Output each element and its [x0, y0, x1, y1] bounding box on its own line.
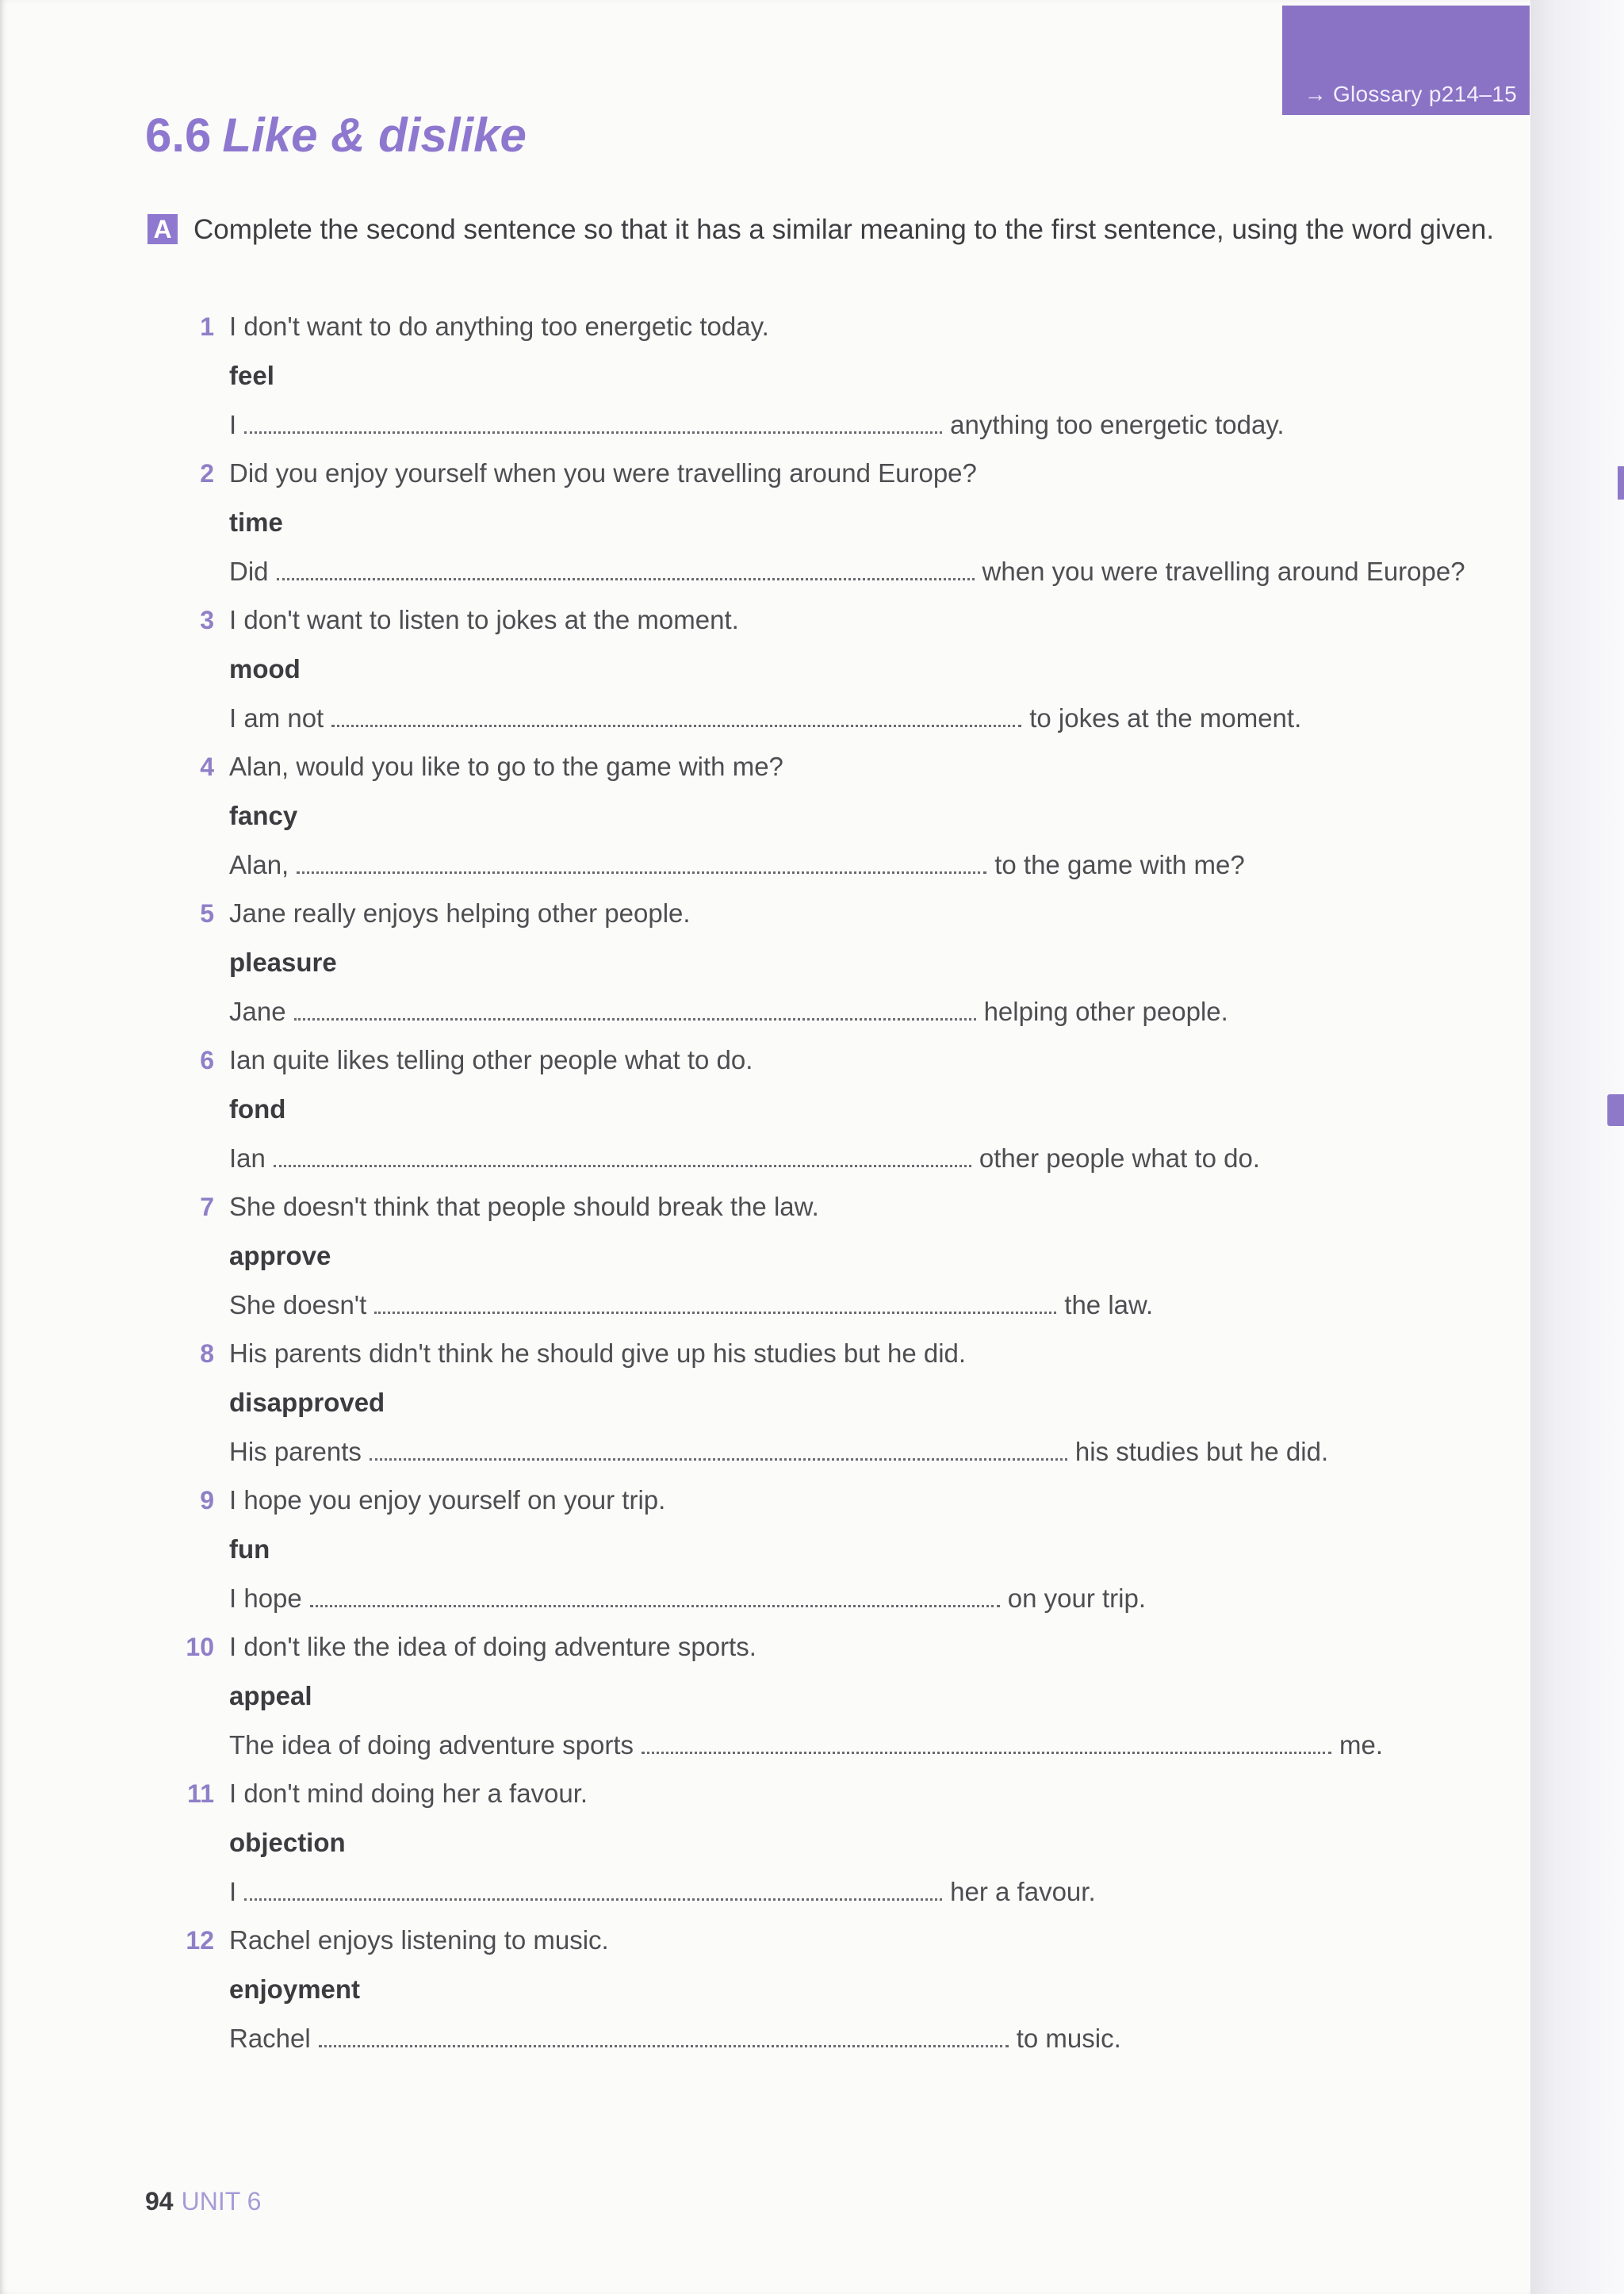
- answer-prefix: I am not: [229, 703, 324, 733]
- answer-suffix: on your trip.: [1007, 1584, 1146, 1613]
- item-prompt: Alan, would you like to go to the game with me?: [229, 752, 783, 781]
- item-keyword: mood: [229, 654, 301, 684]
- item-prompt: Rachel enjoys listening to music.: [229, 1925, 609, 1955]
- answer-blank[interactable]: [297, 849, 986, 874]
- item-number: 3: [200, 606, 214, 634]
- item-number: 8: [200, 1339, 214, 1368]
- answer-blank[interactable]: [244, 409, 942, 434]
- item-number: 12: [186, 1926, 214, 1955]
- answer-prefix: Jane: [229, 997, 286, 1026]
- answer-prefix: I: [229, 410, 237, 439]
- item-answer-line: [229, 409, 1285, 441]
- item-keyword: fancy: [229, 801, 298, 830]
- item-answer-line: [229, 849, 1245, 881]
- answer-blank[interactable]: [370, 1436, 1067, 1461]
- answer-blank[interactable]: [374, 1289, 1056, 1314]
- answer-prefix: The idea of doing adventure sports: [229, 1730, 634, 1760]
- page-number: 94: [145, 2187, 174, 2215]
- item-keyword: objection: [229, 1828, 346, 1857]
- item-answer-line: [229, 1729, 1383, 1761]
- item-number: 10: [186, 1633, 214, 1661]
- answer-blank[interactable]: [277, 556, 975, 580]
- section-number: 6.6: [145, 109, 212, 162]
- item-keyword: time: [229, 507, 283, 537]
- item-number: 7: [200, 1193, 214, 1221]
- item-number: 4: [200, 753, 214, 781]
- answer-prefix: Alan,: [229, 850, 289, 879]
- exercise-badge: A: [147, 214, 178, 244]
- answer-suffix: other people what to do.: [979, 1143, 1260, 1173]
- page-heading: [145, 108, 527, 163]
- item-number: 11: [187, 1779, 214, 1808]
- book-spine-edge: [1519, 0, 1624, 2294]
- item-number: 2: [200, 459, 214, 488]
- item-answer-line: [229, 1143, 1260, 1174]
- item-answer-line: [229, 1876, 1096, 1908]
- item-prompt: I don't want to listen to jokes at the moment.: [229, 605, 739, 634]
- answer-suffix: his studies but he did.: [1074, 1437, 1329, 1466]
- answer-blank[interactable]: [294, 996, 976, 1021]
- answer-suffix: me.: [1339, 1730, 1384, 1760]
- answer-suffix: to the game with me?: [994, 850, 1245, 879]
- answer-suffix: her a favour.: [950, 1877, 1096, 1906]
- item-keyword: fun: [229, 1534, 270, 1564]
- item-answer-line: [229, 703, 1301, 734]
- answer-prefix: I hope: [229, 1584, 302, 1613]
- item-prompt: Did you enjoy yourself when you were travelling around Europe?: [229, 458, 977, 488]
- answer-blank[interactable]: [642, 1729, 1331, 1754]
- answer-suffix: anything too energetic today.: [950, 410, 1285, 439]
- item-prompt: Jane really enjoys helping other people.: [229, 898, 691, 928]
- answer-suffix: to music.: [1016, 2024, 1121, 2053]
- item-keyword: feel: [229, 361, 274, 390]
- item-prompt: She doesn't think that people should break the law.: [229, 1192, 819, 1221]
- answer-suffix: helping other people.: [983, 997, 1228, 1026]
- page-footer: [145, 2187, 261, 2216]
- item-answer-line: [229, 556, 1465, 588]
- item-keyword: enjoyment: [229, 1974, 361, 2004]
- answer-prefix: His parents: [229, 1437, 362, 1466]
- item-answer-line: [229, 996, 1228, 1028]
- item-keyword: appeal: [229, 1681, 312, 1710]
- answer-blank[interactable]: [319, 2023, 1009, 2047]
- item-answer-line: [229, 1583, 1146, 1614]
- unit-label: UNIT 6: [181, 2187, 262, 2215]
- answer-prefix: Rachel: [229, 2024, 311, 2053]
- glossary-reference-tab: [1282, 6, 1530, 115]
- item-prompt: I hope you enjoy yourself on your trip.: [229, 1485, 666, 1515]
- thumb-tab-marker: [1607, 1094, 1624, 1126]
- answer-blank[interactable]: [274, 1143, 971, 1167]
- answer-prefix: I: [229, 1877, 237, 1906]
- answer-prefix: She doesn't: [229, 1290, 367, 1319]
- answer-suffix: the law.: [1064, 1290, 1154, 1319]
- answer-blank[interactable]: [244, 1876, 942, 1901]
- thumb-tab-marker: [1618, 466, 1624, 500]
- glossary-reference-label: → Glossary p214–15: [1304, 82, 1517, 106]
- item-prompt: I don't want to do anything too energetic today.: [229, 312, 769, 341]
- answer-prefix: Ian: [229, 1143, 266, 1173]
- item-keyword: approve: [229, 1241, 331, 1270]
- item-answer-line: [229, 1289, 1153, 1321]
- item-number: 1: [200, 312, 214, 341]
- answer-blank[interactable]: [310, 1583, 1000, 1607]
- item-number: 9: [200, 1486, 214, 1515]
- item-prompt: His parents didn't think he should give up his studies but he did.: [229, 1338, 967, 1368]
- item-number: 5: [200, 899, 214, 928]
- item-keyword: pleasure: [229, 948, 337, 977]
- answer-blank[interactable]: [331, 703, 1021, 727]
- item-prompt: I don't mind doing her a favour.: [229, 1779, 588, 1808]
- item-prompt: Ian quite likes telling other people what to do.: [229, 1045, 753, 1074]
- item-keyword: disapproved: [229, 1388, 385, 1417]
- item-answer-line: [229, 1436, 1328, 1468]
- item-number: 6: [200, 1046, 214, 1074]
- exercise-instruction: Complete the second sentence so that it has a similar meaning to the first sentence, using the word given.: [193, 214, 1495, 245]
- answer-suffix: when you were travelling around Europe?: [982, 557, 1465, 586]
- answer-suffix: to jokes at the moment.: [1029, 703, 1302, 733]
- item-prompt: I don't like the idea of doing adventure sports.: [229, 1632, 756, 1661]
- item-answer-line: [229, 2023, 1121, 2055]
- section-title: Like & dislike: [222, 109, 527, 162]
- item-keyword: fond: [229, 1094, 286, 1124]
- answer-prefix: Did: [229, 557, 269, 586]
